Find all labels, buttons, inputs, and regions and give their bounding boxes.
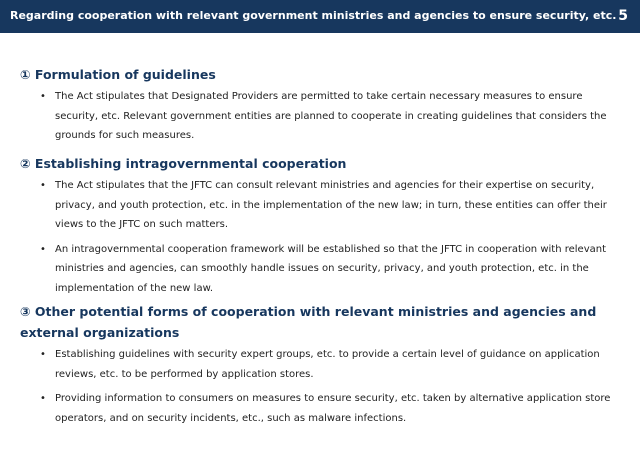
- list-item: [0, 389, 615, 428]
- list-item: [0, 240, 615, 299]
- bullet-text: Providing information to consumers on measures to ensure security, etc. taken by alternative application store operators, and on security incidents, etc., such as malware infections.: [55, 393, 611, 424]
- list-item: [0, 345, 615, 384]
- list-item: [0, 87, 615, 146]
- bullet-icon: •: [40, 243, 46, 255]
- section-heading-other-cooperation: ③ Other potential forms of cooperation with relevant ministries and agencies and external organizations: [20, 304, 597, 340]
- header-bar: [0, 0, 640, 33]
- page-title: Regarding cooperation with relevant government ministries and agencies to ensure security, etc.: [10, 9, 617, 22]
- section-heading-guidelines: ① Formulation of guidelines: [20, 67, 216, 82]
- bullet-text: Establishing guidelines with security expert groups, etc. to provide a certain level of guidance on application reviews, etc. to be performed by application stores.: [55, 349, 600, 380]
- list-item: [0, 176, 615, 235]
- bullet-icon: •: [40, 349, 46, 360]
- section-heading-intragovernmental: ② Establishing intragovernmental cooperation: [20, 156, 347, 171]
- bullet-text: The Act stipulates that the JFTC can consult relevant ministries and agencies for their expertise on security, privacy, and youth protection, etc. in the implementation of the new law; in turn, these entities can offer their views to the JFTC on such matters.: [55, 180, 607, 230]
- bullet-text: An intragovernmental cooperation framework will be established so that the JFTC in cooperation with relevant ministries and agencies, can smoothly handle issues on security, privacy, and youth protection, etc. in the implementation of the new law.: [55, 243, 607, 294]
- bullet-icon: •: [40, 91, 46, 102]
- bullet-list-intragovernmental: [0, 176, 615, 298]
- bullet-list-guidelines: [0, 87, 615, 146]
- bullet-icon: •: [40, 393, 46, 404]
- bullet-list-other-cooperation: [0, 345, 615, 428]
- page-number: 5: [618, 8, 628, 24]
- bullet-text: The Act stipulates that Designated Providers are permitted to take certain necessary measures to ensure security, etc. Relevant government entities are planned to cooperate in creating guidelines that considers the grounds for such measures.: [55, 91, 607, 141]
- bullet-icon: •: [40, 180, 46, 191]
